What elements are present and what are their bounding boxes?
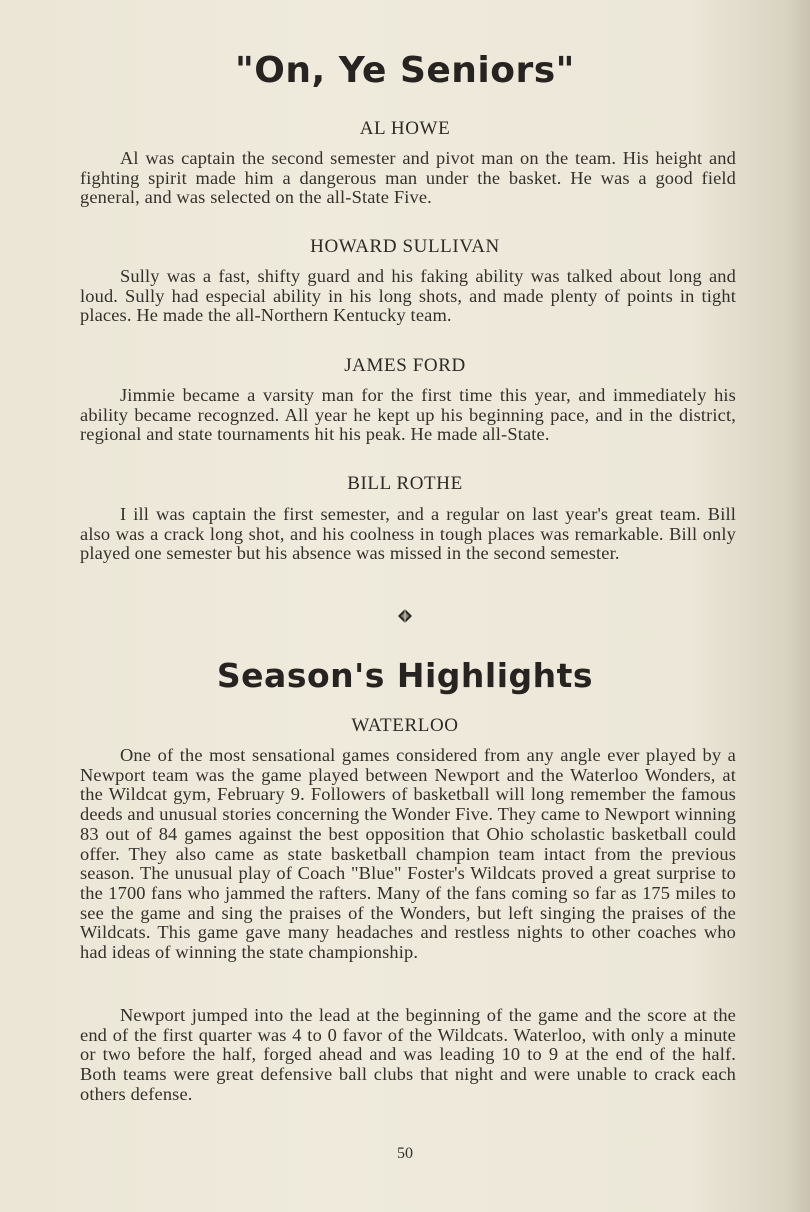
diamond-ornament-icon xyxy=(397,608,413,624)
game-heading-waterloo: WATERLOO xyxy=(351,715,459,736)
highlights-paragraph-2: Newport jumped into the lead at the beginning of the game and the score at the end of the first quarter was 4 to 0 favor of the Wildcats. Waterloo, with only a minute or two before the half, forged ahead and was leading 10 to 9 at the end of the half. Both teams were great defensive ball clubs that night and were unable to crack each others defense. xyxy=(80,1005,736,1104)
player-heading-al-howe: AL HOWE xyxy=(359,118,451,139)
player-heading-james-ford: JAMES FORD xyxy=(344,355,466,376)
seniors-title: "On, Ye Seniors" xyxy=(235,50,575,91)
page-number: 50 xyxy=(397,1145,413,1162)
player-heading-howard-sullivan: HOWARD SULLIVAN xyxy=(310,236,500,257)
highlights-paragraph-1: One of the most sensational games considered from any angle ever played by a Newport team was the game played between Newport and the Waterloo Wonders, at the Wildcat gym, February 9. Followers of basketball will long remember the famous deeds and unusual stories concerning the Wonder Five. They came to Newport winning 83 out of 84 games against the best opposition that Ohio scholastic basketball could offer. They also came as state basketball champion team intact from the previous season. The unusual play of Coach "Blue" Foster's Wildcats proved a great surprise to the 1700 fans who jammed the rafters. Many of the fans coming so far as 175 miles to see the game and sing the praises of the Wonders, but left singing the praises of the Wildcats. This game gave many headaches and restless nights to other coaches who had ideas of winning the state championship. xyxy=(80,745,736,963)
highlights-title: Season's Highlights xyxy=(216,656,594,695)
player-paragraph-james-ford: Jimmie became a varsity man for the first time this year, and immediately his ability became recognzed. All year he kept up his beginning pace, and in the district, regional and state tournaments hit his peak. He made all-State. xyxy=(80,385,736,445)
player-paragraph-bill-rothe: I ill was captain the first semester, and a regular on last year's great team. Bill also was a crack long shot, and his coolness in tough places was remarkable. Bill only played one semester but his absence was missed in the second semester. xyxy=(80,504,736,564)
player-paragraph-howard-sullivan: Sully was a fast, shifty guard and his faking ability was talked about long and loud. Sully had especial ability in his long shots, and made plenty of points in tight places. He made the all-Northern Kentucky team. xyxy=(80,266,736,326)
player-paragraph-al-howe: Al was captain the second semester and pivot man on the team. His height and fighting spirit made him a dangerous man under the basket. He was a good field general, and was selected on the all-State Five. xyxy=(80,148,736,208)
player-heading-bill-rothe: BILL ROTHE xyxy=(347,473,463,494)
